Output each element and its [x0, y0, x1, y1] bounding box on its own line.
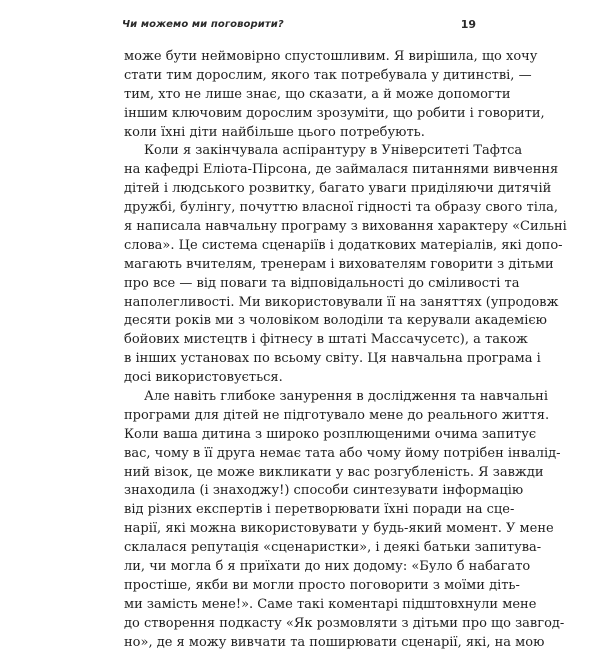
text-line: іншим ключовим дорослим зрозуміти, що робити і говорити,	[124, 105, 545, 121]
text-line: ний візок, це може викликати у вас розгубленість. Я завжди	[124, 464, 544, 480]
text-line: дітей і людського розвитку, багато уваги приділяючи дитячій	[124, 181, 552, 197]
text-line: ми замість мене!». Саме такі коментарі підштовхнули мене	[124, 596, 537, 612]
text-line: програми для дітей не підготувало мене до реального життя.	[124, 407, 550, 423]
page-number: 19	[460, 18, 476, 31]
text-line: стати тим дорослим, якого так потребувала у дитинстві, —	[124, 67, 532, 83]
text-line: в інших установах по всьому світу. Ця навчальна програма і	[124, 351, 541, 367]
text-line: тим, хто не лише знає, що сказати, а й може допомогти	[124, 86, 511, 102]
text-line: на кафедрі Еліота-Пірсона, де займалася питаннями вивчення	[124, 162, 559, 178]
text-line: дружбі, булінгу, почуттю власної гідності та образу свого тіла,	[124, 200, 559, 216]
text-line: нарії, які можна використовувати у будь-який момент. У мене	[124, 521, 554, 537]
paragraph	[124, 388, 565, 652]
text-line: досі використовується.	[124, 370, 283, 386]
text-line: Коли я закінчувала аспірантуру в Університеті Тафтса	[144, 143, 523, 159]
text-line: я написала навчальну програму з виховання характеру «Сильні	[124, 219, 567, 235]
text-line: про все — від поваги та відповідальності до сміливості та	[124, 275, 520, 291]
text-line: Коли ваша дитина з широко розплющеними очима запитує	[124, 426, 537, 442]
text-line: Але навіть глибоке занурення в дослідження та навчальні	[144, 389, 549, 405]
text-line: вас, чому в її друга немає тата або чому йому потрібен інвалід-	[124, 445, 561, 461]
text-line: наполегливості. Ми використовували її на заняттях (упродовж	[124, 294, 559, 310]
body-text	[124, 48, 567, 653]
text-line: бойових мистецтв і фітнесу в штаті Массачусетс), а також	[124, 332, 528, 348]
text-line: слова». Це система сценаріїв і додаткових матеріалів, які допо-	[124, 237, 563, 253]
paragraph	[124, 142, 567, 388]
text-line: ли, чи могла б я приїхати до них додому: «Було б набагато	[124, 559, 531, 575]
text-line: магають вчителям, тренерам і вихователям говорити з дітьми	[124, 256, 554, 272]
text-line: простіше, якби ви могли просто поговорити з моїми діть-	[124, 577, 520, 593]
text-line: від різних експертів і перетворювати їхні поради на сце-	[124, 502, 515, 518]
text-line: знаходила (і знаходжу!) способи синтезувати інформацію	[124, 483, 524, 499]
text-line: коли їхні діти найбільше цього потребують.	[124, 124, 425, 140]
text-line: склалася репутація «сценаристки», і деякі батьки запитува-	[124, 540, 542, 556]
running-title: Чи можемо ми поговорити?	[122, 19, 284, 30]
text-line: но», де я можу вивчати та поширювати сценарії, які, на мою	[124, 634, 545, 650]
paragraph	[124, 48, 545, 142]
text-line: може бути неймовірно спустошливим. Я вирішила, що хочу	[124, 49, 538, 64]
text-line: до створення подкасту «Як розмовляти з дітьми про що завгод-	[124, 615, 565, 631]
text-line: десяти років ми з чоловіком володіли та керували академією	[124, 313, 547, 329]
